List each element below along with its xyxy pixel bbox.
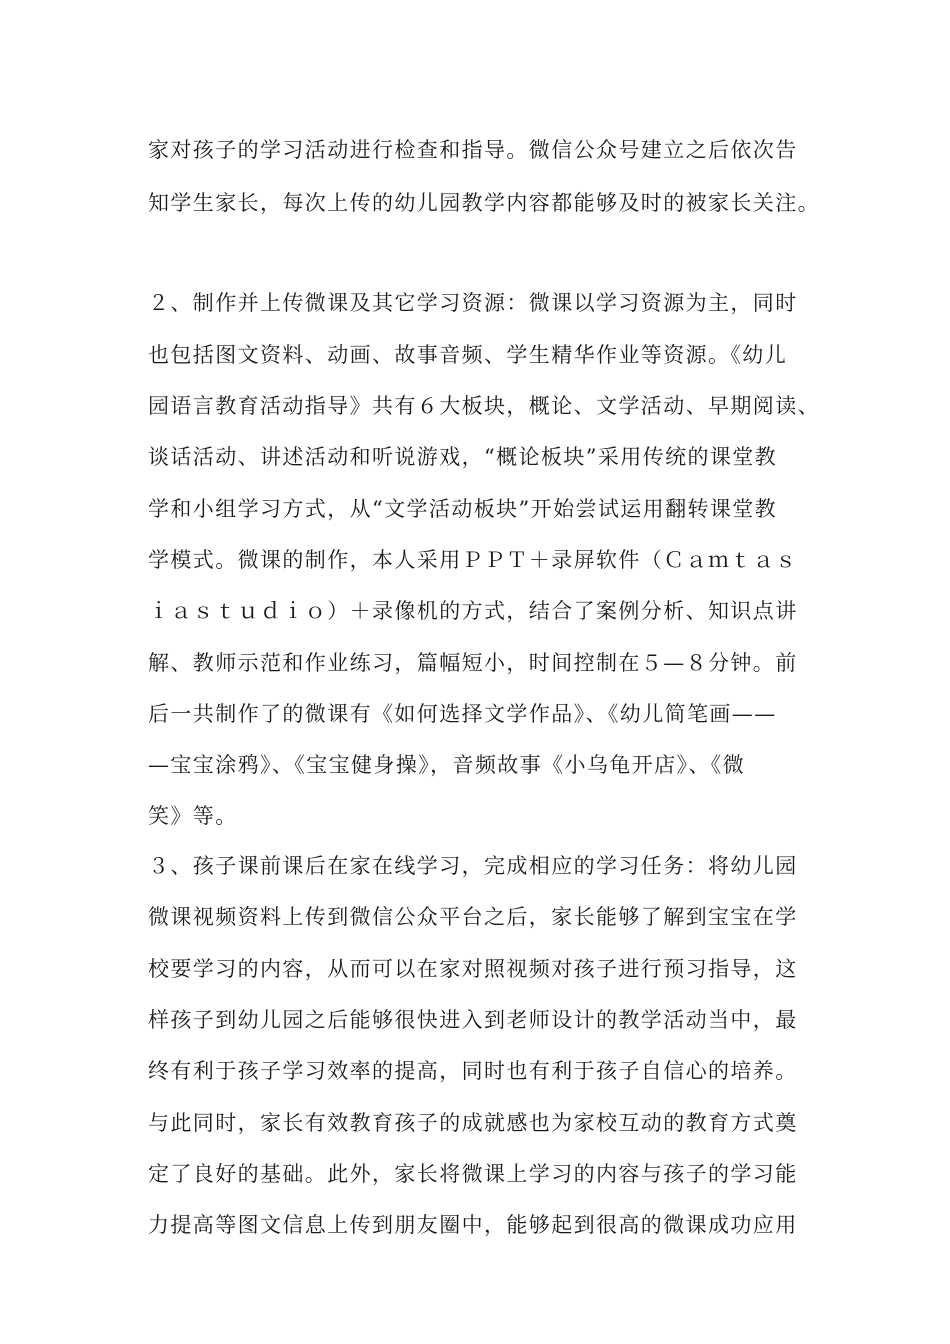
paragraph-3-line-7: 定了良好的基础。此外，家长将微课上学习的内容与孩子的学习能 [148,1162,798,1186]
paragraph-2-line-2: 也包括图文资料、动画、故事音频、学生精华作业等资源。《幼儿 [148,343,788,367]
paragraph-2-line-10: —宝宝涂鸦》、《宝宝健身操》，音频故事《小乌龟开店》、《微 [148,753,746,777]
paragraph-3-line-5: 终有利于孩子学习效率的提高，同时也有利于孩子自信心的培养。 [148,1059,798,1083]
paragraph-2-line-7: ｉａｓｔｕｄｉｏ）＋录像机的方式，结合了案例分析、知识点讲 [148,599,798,623]
paragraph-2-line-1: ２、制作并上传微课及其它学习资源：微课以学习资源为主，同时 [148,291,798,315]
paragraph-2-line-11: 笑》等。 [148,804,238,828]
paragraph-1-line-2: 知学生家长，每次上传的幼儿园教学内容都能够及时的被家长关注。 [148,191,820,215]
paragraph-2-line-9: 后一共制作了的微课有《如何选择文学作品》、《幼儿简笔画—— [148,702,777,726]
paragraph-2-line-5: 学和小组学习方式，从“文学活动板块”开始尝试运用翻转课堂教 [148,497,778,521]
paragraph-3-line-3: 校要学习的内容，从而可以在家对照视频对孩子进行预习指导，这 [148,957,798,981]
paragraph-2-line-3: 园语言教育活动指导》共有６大板块，概论、文学活动、早期阅读、 [148,394,820,418]
paragraph-2-line-4: 谈话活动、讲述活动和听说游戏，“概论板块”采用传统的课堂教 [148,445,778,469]
paragraph-2-line-8: 解、教师示范和作业练习，篇幅短小，时间控制在５—８分钟。前 [148,651,798,675]
paragraph-3-line-8: 力提高等图文信息上传到朋友圈中，能够起到很高的微课成功应用 [148,1213,798,1237]
paragraph-3-line-4: 样孩子到幼儿园之后能够很快进入到老师设计的教学活动当中，最 [148,1008,798,1032]
paragraph-3-line-1: ３、孩子课前课后在家在线学习，完成相应的学习任务：将幼儿园 [148,854,798,878]
paragraph-2-line-6: 学模式。微课的制作，本人采用ＰＰＴ＋录屏软件（Ｃａｍｔａｓ [148,548,798,572]
paragraph-1-line-1: 家对孩子的学习活动进行检查和指导。微信公众号建立之后依次告 [148,138,798,162]
paragraph-3-line-2: 微课视频资料上传到微信公众平台之后，家长能够了解到宝宝在学 [148,905,798,929]
paragraph-3-line-6: 与此同时，家长有效教育孩子的成就感也为家校互动的教育方式奠 [148,1111,798,1135]
